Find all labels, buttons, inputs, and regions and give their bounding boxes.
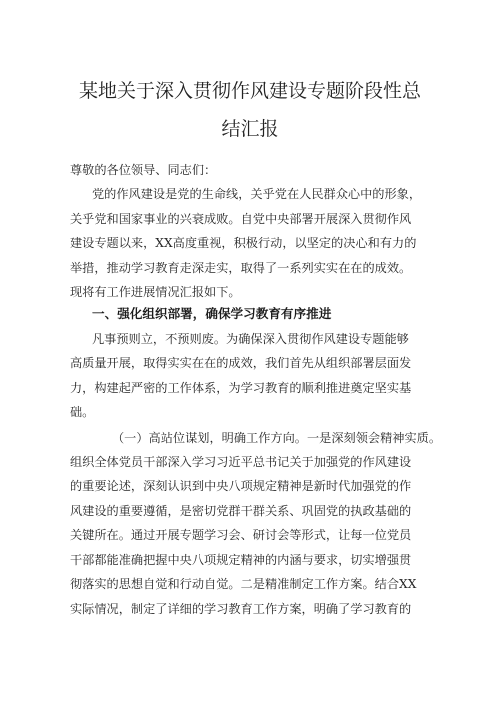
- salutation: 尊敬的各位领导、同志们：: [70, 163, 217, 177]
- subsection-paragraph-line: 的重要论述，深刻认识到中央八项规定精神是新时代加强党的作: [70, 479, 412, 493]
- subsection-paragraph-line: 关键所在。通过开展专题学习会、研讨会等形式，让每一位党员: [70, 528, 412, 542]
- intro-paragraph-line: 建设专题以来，XX高度重视，积极行动，以坚定的决心和有力的: [70, 236, 417, 250]
- subsection-paragraph-line: 实际情况，制定了详细的学习教育工作方案，明确了学习教育的: [70, 602, 412, 616]
- subsection-paragraph-line: 风建设的重要遵循，是密切党群干群关系、巩固党的执政基础的: [70, 504, 412, 518]
- section-paragraph-line: 础。: [70, 405, 95, 419]
- subsection-paragraph-line: （一）高站位谋划，明确工作方向。一是深刻领会精神实质。: [112, 431, 442, 445]
- subsection-paragraph-line: 组织全体党员干部深入学习习近平总书记关于加强党的作风建设: [70, 455, 412, 469]
- intro-paragraph-line: 现将有工作进展情况汇报如下。: [70, 285, 241, 299]
- intro-paragraph-line: 党的作风建设是党的生命线，关乎党在人民群众心中的形象，: [92, 187, 422, 201]
- intro-paragraph-line: 关乎党和国家事业的兴衰成败。自党中央部署开展深入贯彻作风: [70, 212, 412, 226]
- section-paragraph-line: 力，构建起严密的工作体系，为学习教育的顺利推进奠定坚实基: [70, 381, 412, 395]
- subsection-paragraph-line: 彻落实的思想自觉和行动自觉。二是精准制定工作方案。结合XX: [70, 577, 417, 591]
- intro-paragraph-line: 举措，推动学习教育走深走实，取得了一系列实实在在的成效。: [70, 261, 412, 275]
- document-title-line-1: 某地关于深入贯彻作风建设专题阶段性总: [78, 80, 421, 102]
- document-title-line-2: 结汇报: [221, 118, 279, 140]
- section-paragraph-line: 高质量开展，取得实实在在的成效，我们首先从组织部署层面发: [70, 356, 412, 370]
- section-paragraph-line: 凡事预则立，不预则废。为确保深入贯彻作风建设专题能够: [92, 332, 409, 346]
- subsection-paragraph-line: 干部都能准确把握中央八项规定精神的内涵与要求，切实增强贯: [70, 553, 412, 567]
- section-heading-1: 一、强化组织部署，确保学习教育有序推进: [92, 306, 332, 321]
